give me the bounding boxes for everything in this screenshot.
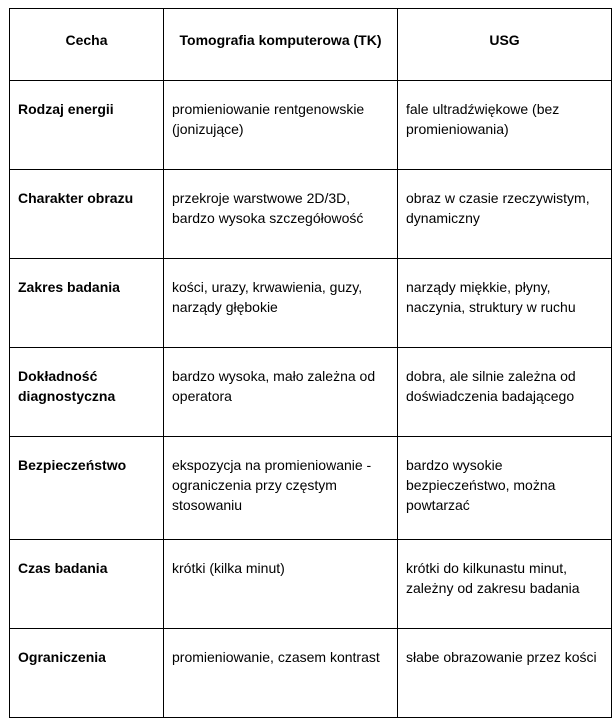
tk-value: przekroje warstwowe 2D/3D, bardzo wysoka szczegółowość: [172, 190, 364, 226]
feature-cell: [10, 259, 164, 348]
usg-value: krótki do kilkunastu minut, zależny od zakresu badania: [406, 560, 580, 596]
tk-value: bardzo wysoka, mało zależna od operatora: [172, 368, 376, 404]
usg-value: bardzo wysokie bezpieczeństwo, można powtarzać: [406, 457, 556, 513]
header-usg: [398, 9, 612, 81]
tk-value: kości, urazy, krwawienia, guzy, narządy głębokie: [172, 279, 363, 315]
tk-value: ekspozycja na promieniowanie - ograniczenia przy częstym stosowaniu: [172, 457, 372, 513]
table-row: [10, 259, 612, 348]
usg-value: narządy miękkie, płyny, naczynia, struktury w ruchu: [406, 279, 576, 315]
feature-cell: [10, 629, 164, 718]
tk-value: promieniowanie, czasem kontrast: [172, 649, 380, 665]
usg-value: fale ultradźwiękowe (bez promieniowania): [406, 101, 560, 137]
usg-cell: [398, 170, 612, 259]
usg-cell: [398, 259, 612, 348]
feature-label: Ograniczenia: [18, 649, 106, 665]
usg-value: obraz w czasie rzeczywistym, dynamiczny: [406, 190, 590, 226]
table-row: [10, 437, 612, 540]
usg-cell: [398, 629, 612, 718]
tk-cell: [164, 81, 398, 170]
tk-value: krótki (kilka minut): [172, 560, 285, 576]
table-row: [10, 629, 612, 718]
tk-cell: [164, 170, 398, 259]
usg-value: słabe obrazowanie przez kości: [406, 649, 597, 665]
table-row: [10, 348, 612, 437]
table-row: [10, 540, 612, 629]
usg-value: dobra, ale silnie zależna od doświadczenia badającego: [406, 368, 576, 404]
feature-cell: [10, 170, 164, 259]
header-feature: [10, 9, 164, 81]
feature-label: Bezpieczeństwo: [18, 457, 127, 473]
tk-cell: [164, 348, 398, 437]
feature-cell: [10, 540, 164, 629]
feature-cell: [10, 81, 164, 170]
feature-label: Rodzaj energii: [18, 101, 114, 117]
usg-cell: [398, 81, 612, 170]
usg-cell: [398, 540, 612, 629]
tk-cell: [164, 259, 398, 348]
header-feature-label: Cecha: [65, 32, 108, 48]
usg-cell: [398, 348, 612, 437]
feature-label: Dokładność diagnostyczna: [18, 368, 116, 404]
header-tk-label: Tomografia komputerowa (TK): [179, 32, 382, 48]
tk-cell: [164, 629, 398, 718]
tk-value: promieniowanie rentgenowskie (jonizujące): [172, 101, 365, 137]
table-row: [10, 170, 612, 259]
header-tk: [164, 9, 398, 81]
header-usg-label: USG: [489, 32, 520, 48]
tk-cell: [164, 540, 398, 629]
header-row: [10, 9, 612, 81]
feature-label: Charakter obrazu: [18, 190, 134, 206]
usg-cell: [398, 437, 612, 540]
table-row: [10, 81, 612, 170]
feature-label: Czas badania: [18, 560, 108, 576]
feature-label: Zakres badania: [18, 279, 120, 295]
comparison-table: [9, 8, 612, 718]
tk-cell: [164, 437, 398, 540]
feature-cell: [10, 437, 164, 540]
feature-cell: [10, 348, 164, 437]
